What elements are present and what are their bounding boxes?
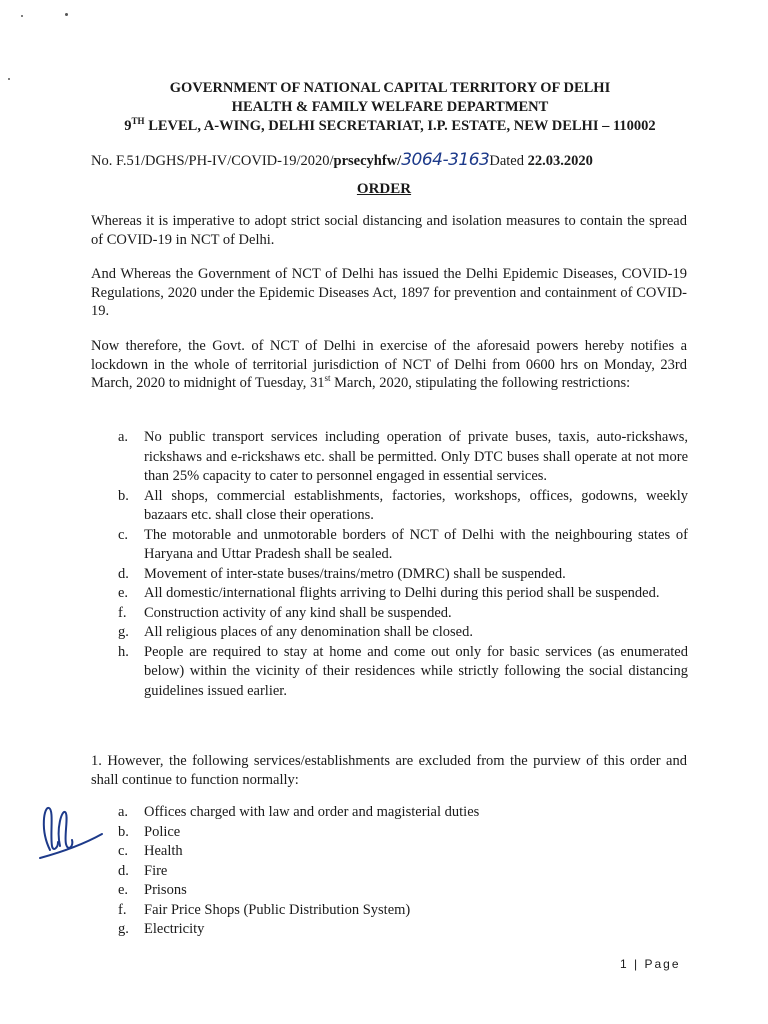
order-date: 22.03.2020 [527,153,593,169]
list-item-marker: b. [118,487,129,504]
letterhead-address [80,117,700,136]
list-item-text: The motorable and unmotorable borders of NCT of Delhi with the neighbouring states of Haryana and Uttar Pradesh shall be sealed. [144,526,688,562]
scan-speck [21,15,23,17]
list-item [118,643,688,702]
list-item-text: Fair Price Shops (Public Distribution System) [144,901,411,918]
list-item-text: Movement of inter-state buses/trains/metro (DMRC) shall be suspended. [144,565,566,582]
list-item-marker: e. [118,882,129,898]
list-item-marker: b. [118,823,129,840]
list-item [118,901,688,921]
letterhead [80,79,700,136]
list-item [118,526,688,565]
paragraph-exemptions: 1. However, the following services/establishments are excluded from the purview of this order and shall continue to function normally: [91,753,687,788]
exemptions-list [118,803,688,940]
list-item [118,862,688,882]
list-item-text: All domestic/international flights arriving to Delhi during this period shall be suspended. [144,585,660,601]
list-item [118,842,688,862]
list-item-marker: a. [118,804,129,820]
list-item-text: Health [144,843,183,859]
lockdown-date-suffix: st [324,373,331,384]
list-item [118,565,688,585]
list-item-text: Fire [144,862,168,879]
list-item-marker: g. [118,624,129,640]
list-item [118,823,688,843]
list-item-text: Construction activity of any kind shall be suspended. [144,604,452,621]
list-item [118,881,688,901]
address-level: 9 [124,118,132,134]
page-footer [620,957,681,971]
list-item-marker: h. [118,643,129,660]
restrictions-list [118,428,688,701]
reference-number: No. F.51/DGHS/PH-IV/COVID-19/2020/ [91,153,334,169]
list-item-marker: e. [118,585,129,601]
lockdown-text: Now therefore, the Govt. of NCT of Delhi in exercise of the aforesaid powers hereby notifies a lockdown in the whole of territorial jurisdiction of NCT of Delhi from 0600 hrs on Monday, 23rd March, 2020 to midnight of Tuesday, 31 [91,338,687,391]
handwritten-initials-signature [36,800,106,870]
handwritten-dispatch-number: 3064-3163 [401,150,490,170]
list-item-marker: c. [118,843,129,859]
list-item [118,623,688,643]
list-item-text: All shops, commercial establishments, factories, workshops, offices, godowns, weekly bazaars etc. shall close their operations. [144,487,688,523]
letterhead-government: GOVERNMENT OF NATIONAL CAPITAL TERRITORY OF DELHI [169,80,611,96]
list-item [118,584,688,604]
list-item [118,487,688,526]
list-item-marker: f. [118,901,127,918]
scan-speck [8,78,10,80]
list-item-text: Prisons [144,882,187,898]
paragraph-and-whereas: And Whereas the Government of NCT of Delhi has issued the Delhi Epidemic Diseases, COVID-19 Regulations, 2020 under the Epidemic Diseases Act, 1897 for prevention and containment of COVID-19. [91,266,687,319]
reference-number-bold: prsecyhfw/ [333,153,402,169]
list-item [118,920,688,940]
reference-line [91,150,593,170]
page-label: | Page [634,957,681,971]
address-level-suffix: TH [131,116,145,127]
list-item-marker: f. [118,604,127,621]
paragraph-lockdown [91,337,687,393]
list-item-marker: a. [118,429,129,445]
scan-speck [65,13,68,16]
list-item-text: No public transport services including operation of private buses, taxis, auto-rickshaws, rickshaws and e-rickshaws etc. shall be permitted. Only DTC buses shall operate at not more than 25% capacity to cater to personnel engaged in essential services. [144,429,688,484]
list-item-marker: g. [118,921,129,937]
paragraph-whereas: Whereas it is imperative to adopt strict social distancing and isolation measures to contain the spread of COVID-19 in NCT of Delhi. [91,213,687,248]
list-item [118,604,688,624]
page-number: 1 [620,957,629,971]
list-item [118,803,688,823]
list-item-text: Offices charged with law and order and magisterial duties [144,804,480,820]
letterhead-department: HEALTH & FAMILY WELFARE DEPARTMENT [231,99,549,115]
address-rest: LEVEL, A-WING, DELHI SECRETARIAT, I.P. ESTATE, NEW DELHI – 110002 [144,118,656,134]
list-item-marker: d. [118,565,129,582]
list-item-text: Electricity [144,921,205,937]
list-item-text: All religious places of any denomination shall be closed. [144,624,473,640]
list-item-text: Police [144,823,181,840]
list-item [118,428,688,487]
list-item-marker: c. [118,526,129,543]
lockdown-text-end: March, 2020, stipulating the following restrictions: [330,375,631,391]
dated-label: Dated [489,153,528,169]
list-item-marker: d. [118,862,129,879]
list-item-text: People are required to stay at home and come out only for basic services (as enumerated below) within the vicinity of their residences while strictly following the social distancing guidelines issued earlier. [144,643,688,699]
order-title: ORDER [356,181,412,197]
